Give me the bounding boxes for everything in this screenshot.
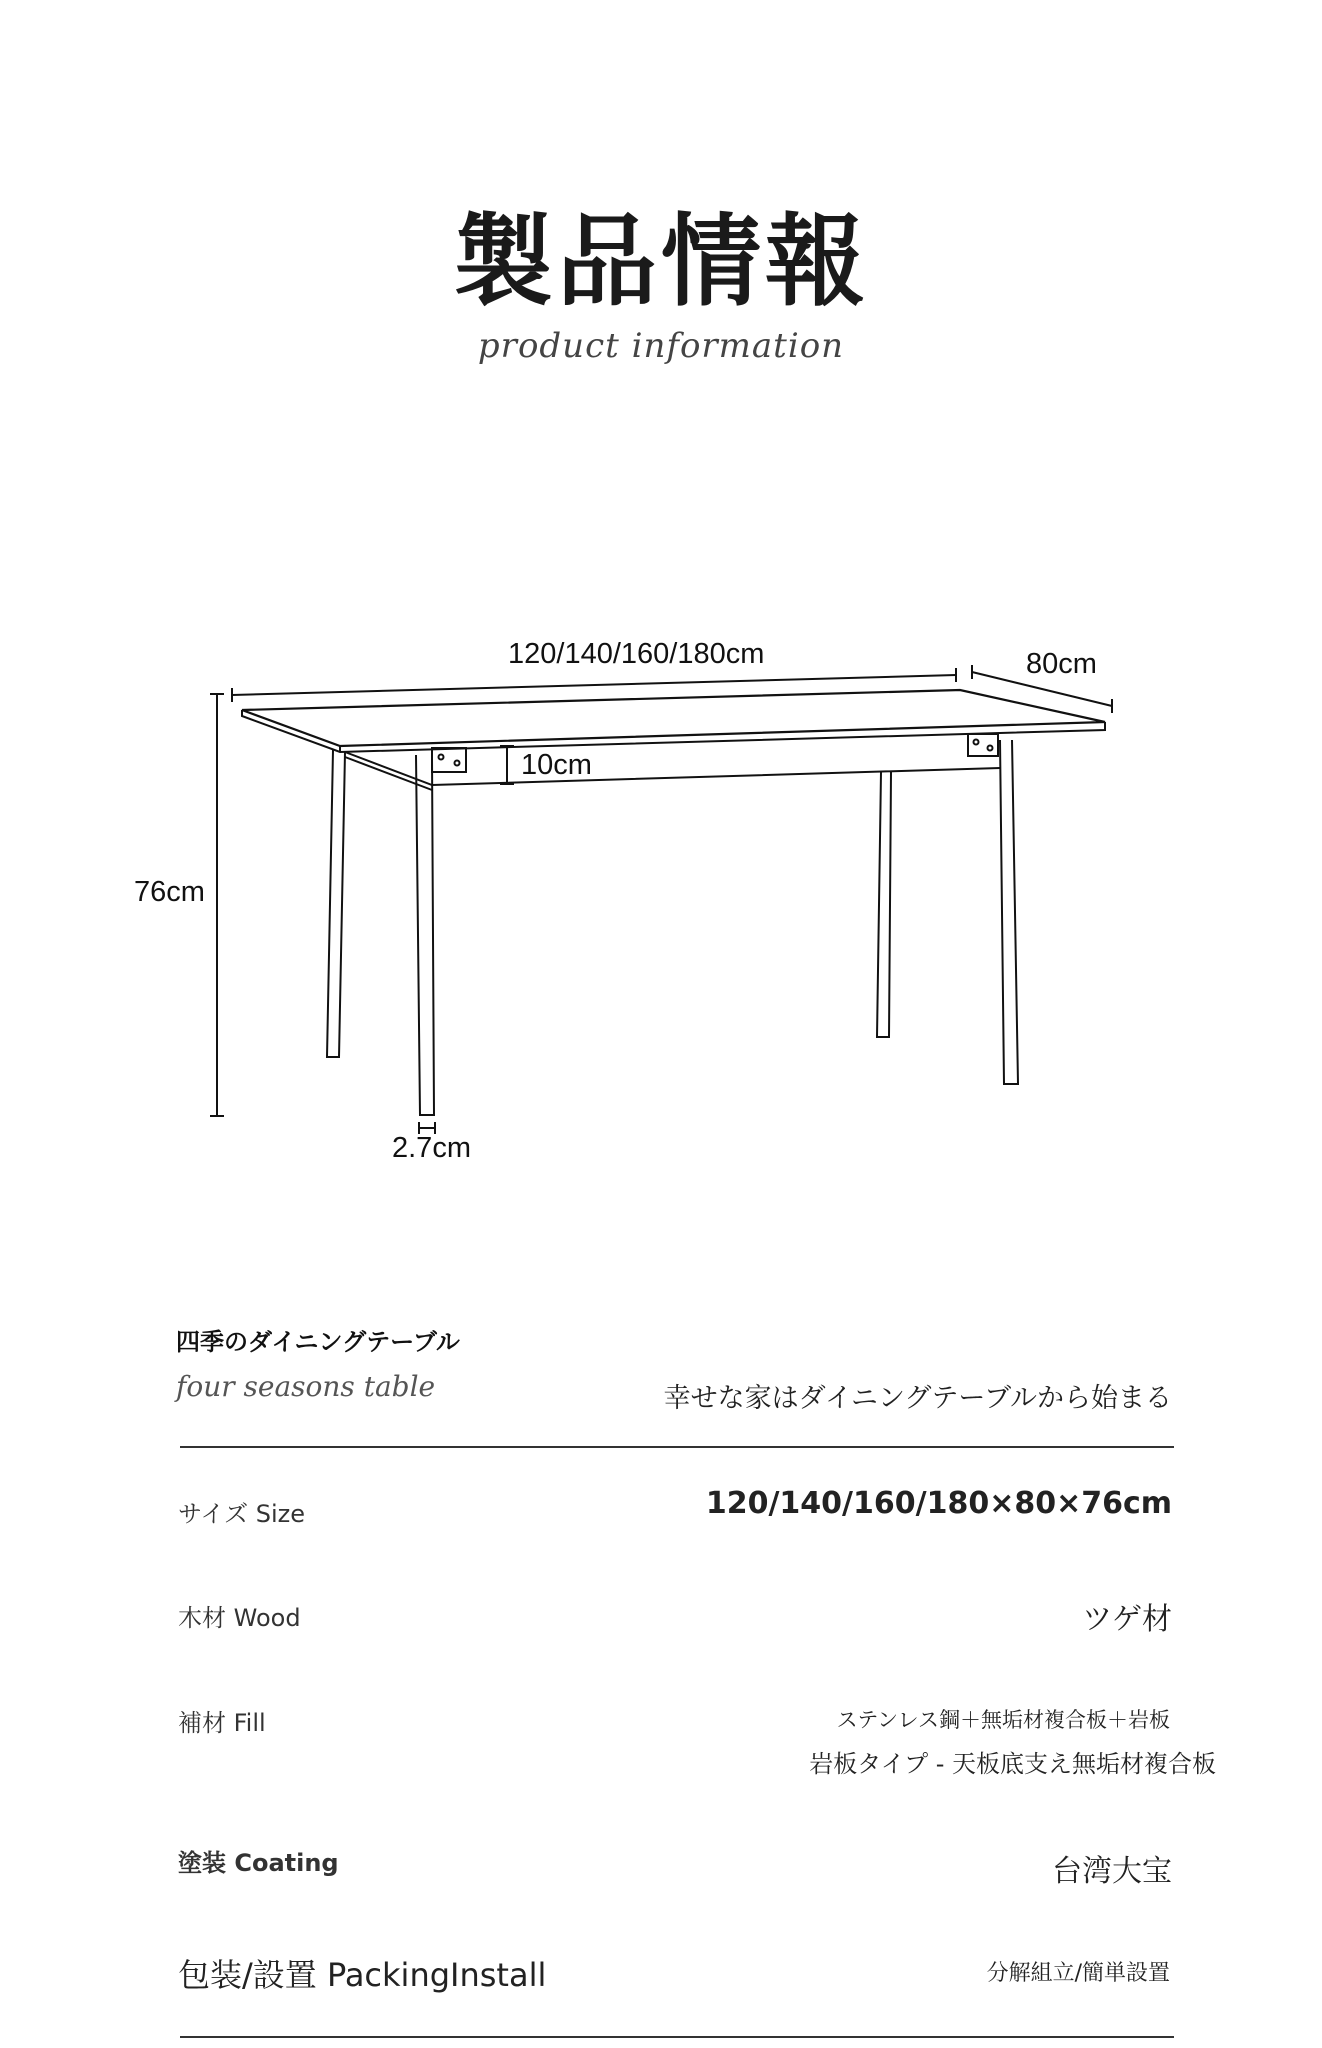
- bracket-screw: [988, 746, 993, 751]
- bracket-screw: [455, 761, 460, 766]
- page-title: 製品情報: [453, 203, 869, 320]
- bracket-right: [968, 734, 998, 756]
- spec-label-wood: 木材 Wood: [178, 1604, 301, 1632]
- product-script-name: four seasons table: [176, 1370, 436, 1403]
- apron-label: 10cm: [521, 749, 592, 781]
- divider-bottom: [180, 2036, 1174, 2038]
- spec-value-fill-detail: 岩板タイプ - 天板底支え無垢材複合板: [809, 1750, 1216, 1778]
- spec-value-fill: ステンレス鋼＋無垢材複合板＋岩板: [836, 1708, 1170, 1732]
- bracket-screw: [439, 755, 444, 760]
- bracket-left: [432, 748, 466, 772]
- bracket-screw: [974, 740, 979, 745]
- product-name: 四季のダイニングテーブル: [176, 1328, 460, 1356]
- length-dimension-line: [232, 675, 956, 695]
- spec-label-coating: 塗装 Coating: [178, 1849, 339, 1877]
- spec-value-packing: 分解組立/簡単設置: [986, 1961, 1170, 1986]
- spec-value-coating: 台湾大宝: [1052, 1854, 1172, 1889]
- leg-label: 2.7cm: [392, 1132, 471, 1164]
- spec-label-fill: 補材 Fill: [178, 1709, 266, 1737]
- divider-top: [180, 1446, 1174, 1448]
- depth-label: 80cm: [1026, 648, 1097, 680]
- leg-front-left: [416, 755, 434, 1115]
- product-tagline: 幸せな家はダイニングテーブルから始まる: [663, 1383, 1172, 1414]
- length-label: 120/140/160/180cm: [508, 638, 765, 670]
- spec-label-size: サイズ Size: [178, 1500, 305, 1528]
- leg-front-right: [1000, 740, 1018, 1084]
- apron-rail-lower: [345, 757, 432, 790]
- leg-back-left: [327, 750, 345, 1057]
- spec-value-size: 120/140/160/180×80×76cm: [705, 1486, 1172, 1521]
- page-subtitle-script: product information: [477, 326, 845, 366]
- leg-back-right: [877, 772, 891, 1037]
- tabletop-surface: [242, 690, 1105, 746]
- height-label: 76cm: [134, 876, 205, 908]
- spec-label-packing: 包装/設置 PackingInstall: [178, 1956, 547, 1994]
- spec-value-wood: ツゲ材: [1082, 1602, 1172, 1637]
